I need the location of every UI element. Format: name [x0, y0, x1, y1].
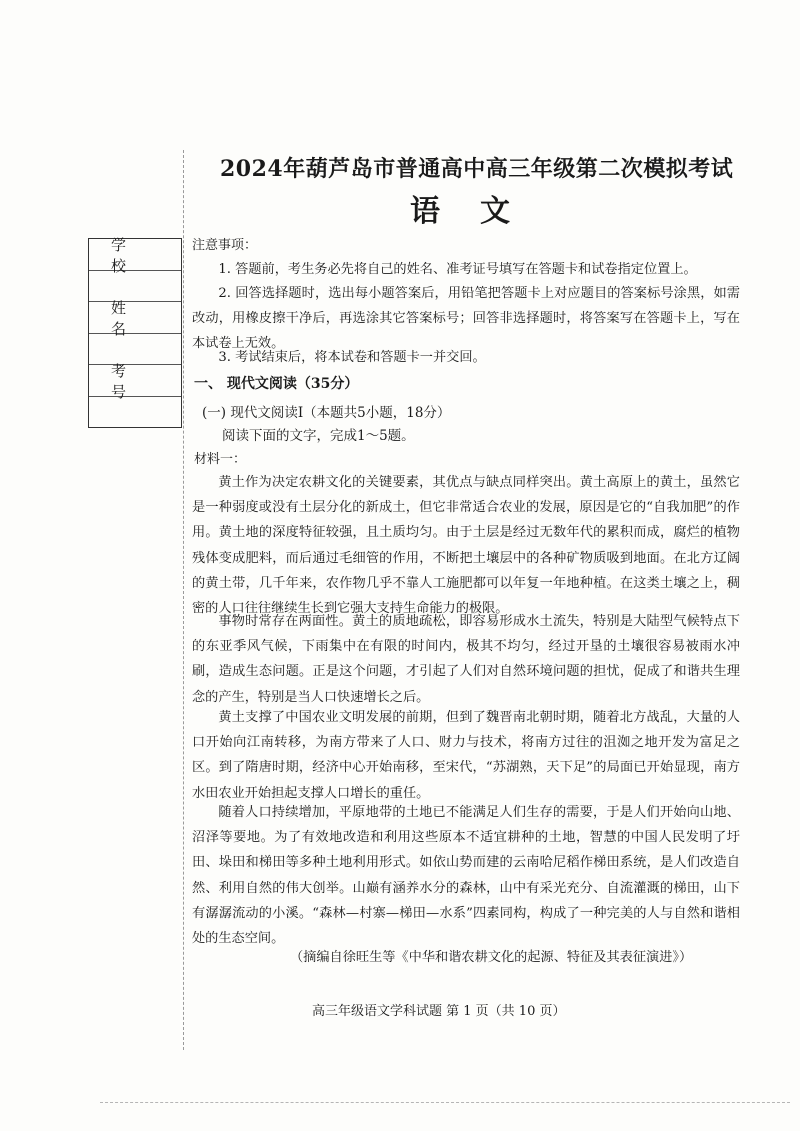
paragraph-3: 黄土支撑了中国农业文明发展的前期，但到了魏晋南北朝时期，随着北方战乱，大量的人口开始向江南转移，为南方带来了人口、财力与技术，将南方过往的沮洳之地开发为富足之区。到了隋唐时期，经济中心开始南移，至宋代，“苏湖熟，天下足”的局面已开始显现，南方水田农业开始担起支撑人口增长的重任。	[192, 710, 740, 801]
subject-title: 语文	[410, 194, 550, 229]
bottom-cut-line	[100, 1102, 790, 1103]
source-citation: （摘编自徐旺生等《中华和谐农耕文化的起源、特征及其表征演进》）	[290, 950, 693, 965]
notice-heading: 注意事项：	[192, 238, 258, 253]
paragraph-4: 随着人口持续增加，平原地带的土地已不能满足人们生存的需要，于是人们开始向山地、沼泽等要地。为了有效地改造和利用这些原本不适宜耕种的土地，智慧的中国人民发明了圩田、垛田和梯田等多种土地利用形式。如依山势而建的云南哈尼稻作梯田系统，是人们改造自然、利用自然的伟大创举。山巅有涵养水分的森林，山中有采光充分、自流灌溉的梯田，山下有潺潺流动的小溪。“森林—村寨—梯田—水系”四素同构，构成了一种完美的人与自然和谐相处的生态空间。	[192, 805, 740, 947]
exam-title: 2024年葫芦岛市普通高中高三年级第二次模拟考试	[220, 156, 734, 182]
name-label: 姓名	[89, 302, 181, 334]
notice-item-1: 1. 答题前，考生务必先将自己的姓名、准考证号填写在答题卡和试卷指定位置上。	[218, 262, 697, 277]
paragraph-1: 黄土作为决定农耕文化的关键要素，其优点与缺点同样突出。黄土高原上的黄土，虽然它是一种弱度或没有土层分化的新成土，但它非常适合农业的发展，原因是它的“自我加肥”的作用。黄土地的深度特征较强，且土质均匀。由于土层是经过无数年代的累积而成，腐烂的植物残体变成肥料，而后通过毛细管的作用，不断把土壤层中的各种矿物质吸到地面。在北方辽阔的黄土带，几千年来，农作物几乎不靠人工施肥都可以年复一年地种植。在这类土壤之上，稠密的人口往往继续生长到它强大支持生命能力的极限。	[192, 475, 740, 617]
paragraph-2: 事物时常存在两面性。黄土的质地疏松，即容易形成水土流失，特别是大陆型气候特点下的东亚季风气候，下雨集中在有限的时间内，极其不均匀，经过开垦的土壤很容易被雨水冲刷，造成生态问题。正是这个问题，才引起了人们对自然环境问题的担忧，促成了和谐共生理念的产生，特别是当人口快速增长之后。	[192, 614, 740, 705]
page-footer: 高三年级语文学科试题 第 1 页（共 10 页）	[312, 1004, 566, 1019]
notice-item-3: 3. 考试结束后，将本试卷和答题卡一并交回。	[218, 350, 486, 365]
reading-instruction: 阅读下面的文字，完成1～5题。	[222, 428, 415, 444]
student-info-box	[88, 235, 182, 428]
school-label: 学校	[89, 239, 181, 271]
exam-number-label: 考号	[89, 365, 181, 397]
part-title: 一、 现代文阅读（35分）	[194, 376, 359, 392]
material-label: 材料一：	[194, 452, 247, 467]
sub-section-title: (一) 现代文阅读Ⅰ（本题共5小题，18分）	[202, 405, 451, 421]
binding-dashed-line	[183, 150, 184, 1050]
exam-number-blank	[89, 397, 181, 427]
notice-item-2: 2. 回答选择题时，选出每小题答案后，用铅笔把答题卡上对应题目的答案标号涂黑，如需改动，用橡皮擦干净后，再选涂其它答案标号；回答非选择题时，将答案写在答题卡上，写在本试卷上无效。	[192, 286, 740, 352]
